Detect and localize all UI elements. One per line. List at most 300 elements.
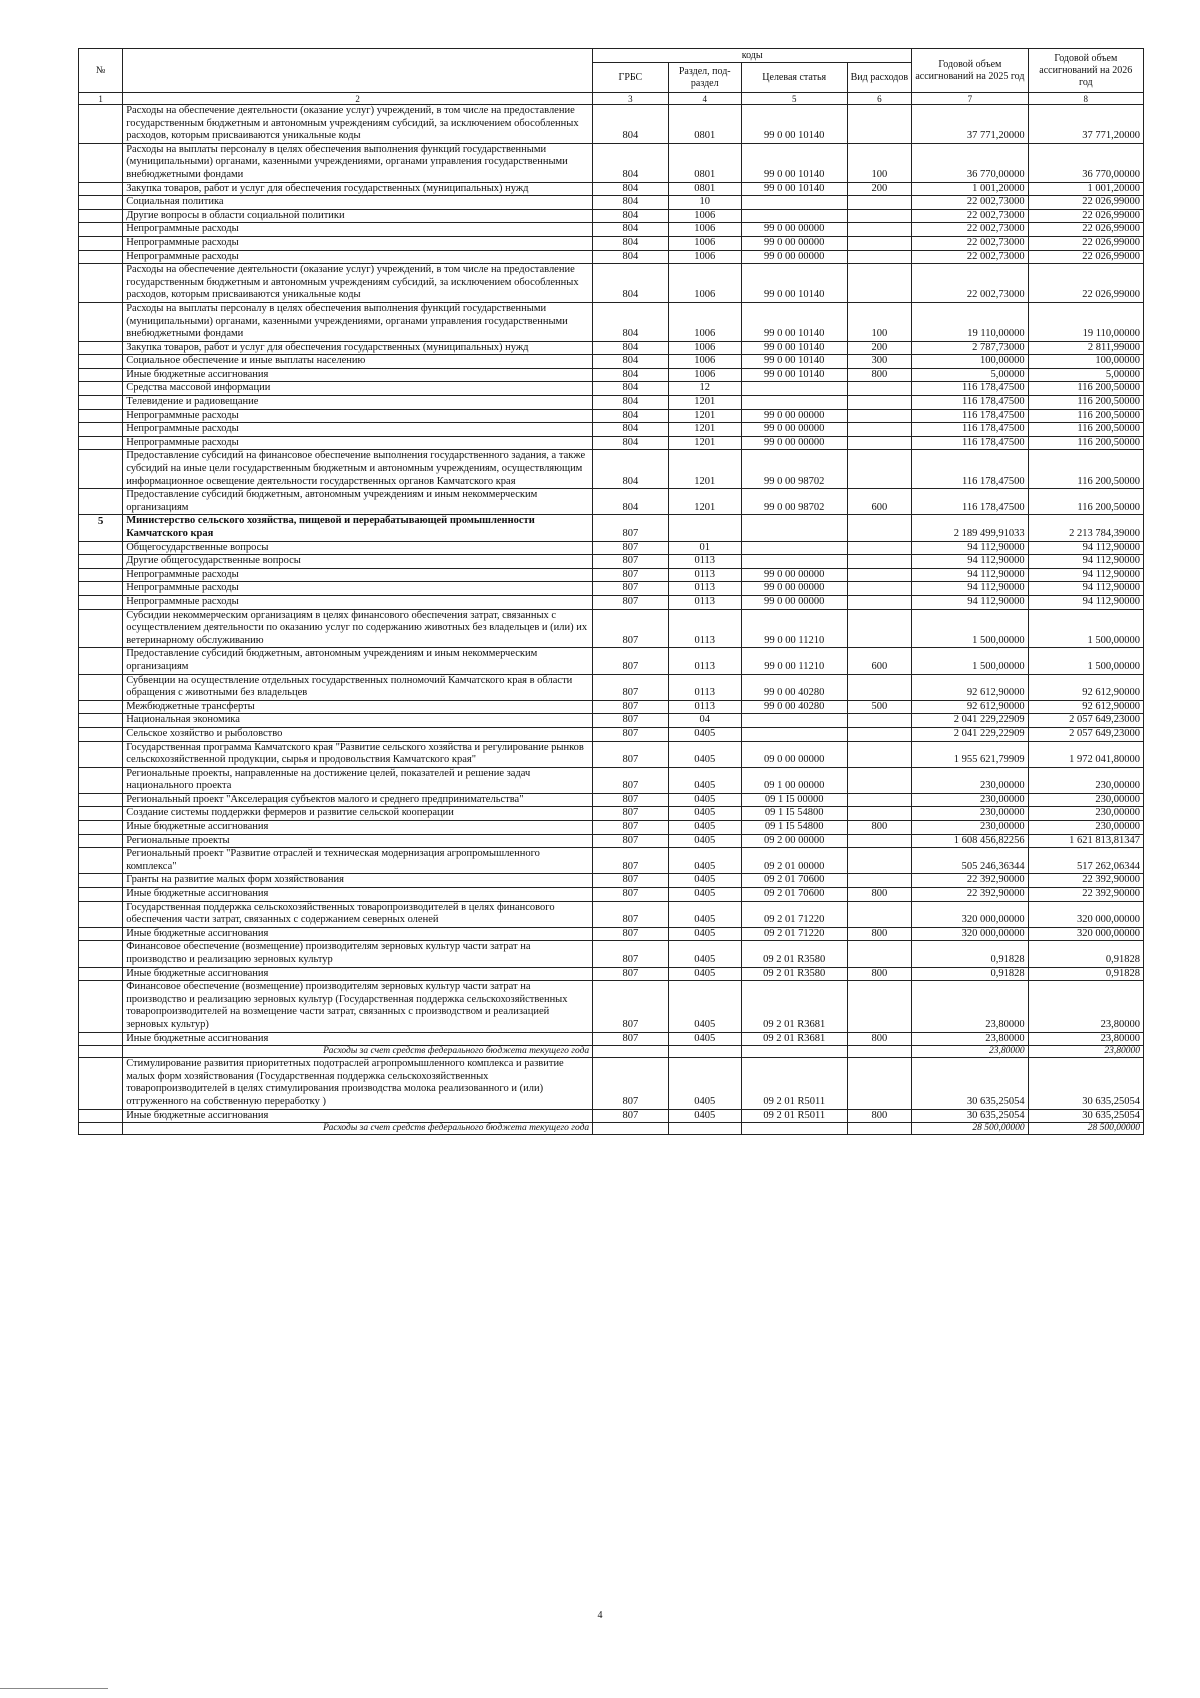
row-amount-2026: 94 112,90000	[1028, 568, 1143, 582]
row-amount-2026: 30 635,25054	[1028, 1058, 1143, 1109]
row-razdel: 1201	[668, 436, 741, 450]
row-razdel: 10	[668, 196, 741, 210]
row-vid: 600	[847, 648, 912, 674]
row-amount-2026: 94 112,90000	[1028, 582, 1143, 596]
row-name: Непрограммные расходы	[123, 250, 593, 264]
row-razdel: 1006	[668, 250, 741, 264]
row-number	[79, 409, 123, 423]
row-name: Расходы на выплаты персоналу в целях обеспечения выполнения функций государственными (муниципальными) органами, казенными учреждениями, органами управления государственными внебюджетными фондами	[123, 143, 593, 182]
row-vid: 200	[847, 182, 912, 196]
row-vid	[847, 382, 912, 396]
row-amount-2026: 23,80000	[1028, 1032, 1143, 1046]
row-name: Региональные проекты	[123, 834, 593, 848]
table-row	[79, 714, 1144, 728]
row-vid: 800	[847, 888, 912, 902]
row-name: Непрограммные расходы	[123, 595, 593, 609]
row-name: Сельское хозяйство и рыболовство	[123, 727, 593, 741]
row-vid	[847, 264, 912, 303]
row-grbs: 807	[593, 727, 668, 741]
row-razdel: 0405	[668, 981, 741, 1032]
row-name: Закупка товаров, работ и услуг для обеспечения государственных (муниципальных) нужд	[123, 341, 593, 355]
row-amount-2025: 230,00000	[912, 767, 1028, 793]
row-name: Государственная программа Камчатского края "Развитие сельского хозяйства и регулирование рынков сельскохозяйственной продукции, сырья и продовольствия Камчатского края"	[123, 741, 593, 767]
row-grbs: 804	[593, 382, 668, 396]
row-razdel: 0405	[668, 727, 741, 741]
row-amount-2026: 116 200,50000	[1028, 450, 1143, 489]
row-amount-2026: 230,00000	[1028, 807, 1143, 821]
row-grbs: 807	[593, 741, 668, 767]
row-amount-2026: 94 112,90000	[1028, 595, 1143, 609]
row-razdel: 0801	[668, 182, 741, 196]
colnum-1: 1	[79, 93, 123, 105]
row-vid	[847, 236, 912, 250]
row-amount-2025: 94 112,90000	[912, 568, 1028, 582]
row-amount-2025: 2 041 229,22909	[912, 727, 1028, 741]
row-name: Субсидии некоммерческим организациям в целях финансового обеспечения затрат, связанных с осуществлением деятельности по оказанию услуг по содержанию животных без владельцев и (или) их ветеринарному обслуживанию	[123, 609, 593, 648]
row-grbs: 807	[593, 1109, 668, 1123]
row-name: Предоставление субсидий бюджетным, автономным учреждениям и иным некоммерческим организациям	[123, 648, 593, 674]
row-razdel: 1006	[668, 223, 741, 237]
row-number	[79, 368, 123, 382]
row-number	[79, 1109, 123, 1123]
row-name: Непрограммные расходы	[123, 568, 593, 582]
table-row	[79, 196, 1144, 210]
header-2025: Годовой объем ассигнований на 2025 год	[912, 49, 1028, 93]
row-razdel: 0113	[668, 595, 741, 609]
row-number	[79, 382, 123, 396]
table-row	[79, 1109, 1144, 1123]
row-amount-2026: 23,80000	[1028, 1046, 1143, 1058]
row-razdel: 1006	[668, 368, 741, 382]
row-target: 09 0 00 00000	[741, 741, 847, 767]
row-target	[741, 727, 847, 741]
row-grbs: 804	[593, 196, 668, 210]
row-number	[79, 582, 123, 596]
note-row	[79, 1046, 1144, 1058]
row-amount-2025: 116 178,47500	[912, 409, 1028, 423]
header-target: Целевая статья	[741, 63, 847, 93]
row-name: Иные бюджетные ассигнования	[123, 821, 593, 835]
row-vid	[847, 874, 912, 888]
row-number	[79, 423, 123, 437]
row-target: 09 1 I5 54800	[741, 807, 847, 821]
colnum-3: 3	[593, 93, 668, 105]
table-row	[79, 250, 1144, 264]
row-amount-2026: 37 771,20000	[1028, 105, 1143, 144]
row-target: 99 0 00 10140	[741, 368, 847, 382]
row-amount-2026: 92 612,90000	[1028, 700, 1143, 714]
row-number	[79, 1058, 123, 1109]
row-amount-2025: 22 002,73000	[912, 264, 1028, 303]
row-target	[741, 1046, 847, 1058]
row-grbs	[593, 1123, 668, 1135]
row-amount-2026: 36 770,00000	[1028, 143, 1143, 182]
row-vid	[847, 609, 912, 648]
row-razdel: 0405	[668, 793, 741, 807]
budget-table-sheet	[78, 48, 1144, 1135]
table-row	[79, 223, 1144, 237]
row-vid: 100	[847, 302, 912, 341]
row-amount-2025: 23,80000	[912, 981, 1028, 1032]
table-row	[79, 423, 1144, 437]
row-number	[79, 714, 123, 728]
row-grbs: 804	[593, 250, 668, 264]
row-target: 09 1 I5 54800	[741, 821, 847, 835]
table-row	[79, 489, 1144, 515]
row-amount-2026: 1 972 041,80000	[1028, 741, 1143, 767]
row-vid	[847, 555, 912, 569]
row-amount-2026: 92 612,90000	[1028, 674, 1143, 700]
row-target	[741, 714, 847, 728]
row-name: Национальная экономика	[123, 714, 593, 728]
row-target: 99 0 00 00000	[741, 568, 847, 582]
row-number	[79, 821, 123, 835]
row-number	[79, 1046, 123, 1058]
row-number	[79, 727, 123, 741]
table-row	[79, 741, 1144, 767]
table-row	[79, 848, 1144, 874]
row-amount-2026: 22 026,99000	[1028, 209, 1143, 223]
row-target: 09 2 00 00000	[741, 834, 847, 848]
row-number	[79, 741, 123, 767]
row-amount-2025: 1 001,20000	[912, 182, 1028, 196]
row-grbs: 807	[593, 568, 668, 582]
table-row	[79, 302, 1144, 341]
table-row	[79, 105, 1144, 144]
row-name: Финансовое обеспечение (возмещение) производителям зерновых культур части затрат на производство и реализацию зерновых культур	[123, 941, 593, 967]
row-razdel: 0405	[668, 821, 741, 835]
row-target: 99 0 00 10140	[741, 355, 847, 369]
row-amount-2026: 1 621 813,81347	[1028, 834, 1143, 848]
table-row	[79, 927, 1144, 941]
row-amount-2025: 116 178,47500	[912, 396, 1028, 410]
row-vid	[847, 767, 912, 793]
row-razdel: 0113	[668, 555, 741, 569]
row-number	[79, 396, 123, 410]
row-amount-2026: 23,80000	[1028, 981, 1143, 1032]
row-target: 99 0 00 00000	[741, 582, 847, 596]
table-row	[79, 981, 1144, 1032]
row-number	[79, 901, 123, 927]
row-vid: 800	[847, 1109, 912, 1123]
row-grbs: 804	[593, 368, 668, 382]
row-target: 99 0 00 00000	[741, 423, 847, 437]
row-name: Другие общегосударственные вопросы	[123, 555, 593, 569]
table-row	[79, 888, 1144, 902]
row-name: Межбюджетные трансферты	[123, 700, 593, 714]
row-vid: 800	[847, 821, 912, 835]
row-number	[79, 105, 123, 144]
row-amount-2025: 28 500,00000	[912, 1123, 1028, 1135]
row-razdel: 1006	[668, 209, 741, 223]
table-row	[79, 341, 1144, 355]
row-razdel: 0405	[668, 1032, 741, 1046]
row-amount-2026: 116 200,50000	[1028, 382, 1143, 396]
table-row	[79, 143, 1144, 182]
row-razdel: 1201	[668, 409, 741, 423]
table-row	[79, 648, 1144, 674]
row-number	[79, 834, 123, 848]
table-row	[79, 901, 1144, 927]
row-name: Непрограммные расходы	[123, 582, 593, 596]
row-target	[741, 515, 847, 541]
row-grbs: 807	[593, 793, 668, 807]
row-amount-2025: 94 112,90000	[912, 595, 1028, 609]
row-name: Расходы на обеспечение деятельности (оказание услуг) учреждений, в том числе на предоставление государственным бюджетным и автономным учреждениям субсидий, за исключением обособленных расходов, которым присваиваются уникальные коды	[123, 105, 593, 144]
row-number	[79, 888, 123, 902]
row-amount-2025: 2 787,73000	[912, 341, 1028, 355]
row-target: 99 0 00 10140	[741, 143, 847, 182]
row-name: Непрограммные расходы	[123, 409, 593, 423]
table-row	[79, 396, 1144, 410]
row-grbs: 804	[593, 209, 668, 223]
row-vid	[847, 582, 912, 596]
row-razdel	[668, 1123, 741, 1135]
row-target: 99 0 00 00000	[741, 409, 847, 423]
row-amount-2026: 2 213 784,39000	[1028, 515, 1143, 541]
row-target: 99 0 00 10140	[741, 105, 847, 144]
row-razdel: 1006	[668, 341, 741, 355]
row-name: Министерство сельского хозяйства, пищевой и перерабатывающей промышленности Камчатского края	[123, 515, 593, 541]
row-target: 99 0 00 00000	[741, 223, 847, 237]
row-razdel: 1201	[668, 450, 741, 489]
header-num: №	[79, 49, 123, 93]
row-number	[79, 648, 123, 674]
row-grbs: 804	[593, 223, 668, 237]
row-target: 09 1 00 00000	[741, 767, 847, 793]
row-amount-2025: 19 110,00000	[912, 302, 1028, 341]
row-grbs: 807	[593, 981, 668, 1032]
row-grbs: 807	[593, 901, 668, 927]
row-vid	[847, 941, 912, 967]
row-amount-2025: 22 392,90000	[912, 874, 1028, 888]
row-number	[79, 196, 123, 210]
row-amount-2025: 230,00000	[912, 793, 1028, 807]
row-amount-2026: 0,91828	[1028, 967, 1143, 981]
row-vid	[847, 595, 912, 609]
row-number	[79, 1123, 123, 1135]
row-amount-2026: 30 635,25054	[1028, 1109, 1143, 1123]
row-amount-2026: 116 200,50000	[1028, 489, 1143, 515]
row-amount-2026: 320 000,00000	[1028, 927, 1143, 941]
row-grbs: 807	[593, 941, 668, 967]
row-name: Гранты на развитие малых форм хозяйствования	[123, 874, 593, 888]
row-amount-2026: 2 057 649,23000	[1028, 714, 1143, 728]
row-grbs: 807	[593, 848, 668, 874]
row-target	[741, 382, 847, 396]
row-target: 99 0 00 10140	[741, 182, 847, 196]
row-amount-2025: 30 635,25054	[912, 1109, 1028, 1123]
row-name: Социальное обеспечение и иные выплаты населению	[123, 355, 593, 369]
row-amount-2025: 1 955 621,79909	[912, 741, 1028, 767]
row-amount-2026: 19 110,00000	[1028, 302, 1143, 341]
row-amount-2025: 230,00000	[912, 821, 1028, 835]
row-amount-2025: 22 002,73000	[912, 236, 1028, 250]
row-vid	[847, 450, 912, 489]
row-amount-2025: 100,00000	[912, 355, 1028, 369]
row-vid	[847, 196, 912, 210]
row-grbs: 804	[593, 302, 668, 341]
row-grbs: 804	[593, 143, 668, 182]
table-body	[79, 105, 1144, 1135]
colnum-2: 2	[123, 93, 593, 105]
row-grbs: 804	[593, 409, 668, 423]
row-grbs: 804	[593, 436, 668, 450]
table-row	[79, 834, 1144, 848]
row-grbs: 807	[593, 609, 668, 648]
row-grbs: 807	[593, 1058, 668, 1109]
row-target	[741, 555, 847, 569]
row-razdel: 1201	[668, 396, 741, 410]
row-number	[79, 927, 123, 941]
row-amount-2025: 2 041 229,22909	[912, 714, 1028, 728]
row-name: Иные бюджетные ассигнования	[123, 888, 593, 902]
row-grbs: 807	[593, 582, 668, 596]
table-row	[79, 555, 1144, 569]
row-grbs: 807	[593, 807, 668, 821]
row-number	[79, 250, 123, 264]
colnum-6: 6	[847, 93, 912, 105]
row-amount-2026: 22 026,99000	[1028, 223, 1143, 237]
row-amount-2025: 22 002,73000	[912, 196, 1028, 210]
row-number	[79, 355, 123, 369]
row-amount-2025: 94 112,90000	[912, 582, 1028, 596]
row-amount-2026: 22 026,99000	[1028, 236, 1143, 250]
row-number	[79, 541, 123, 555]
row-amount-2025: 94 112,90000	[912, 541, 1028, 555]
row-target: 99 0 00 11210	[741, 648, 847, 674]
row-vid: 500	[847, 700, 912, 714]
row-number	[79, 793, 123, 807]
row-number	[79, 568, 123, 582]
row-number	[79, 595, 123, 609]
row-vid	[847, 409, 912, 423]
row-number	[79, 302, 123, 341]
table-row	[79, 515, 1144, 541]
table-row	[79, 582, 1144, 596]
row-amount-2025: 1 500,00000	[912, 648, 1028, 674]
row-name: Непрограммные расходы	[123, 423, 593, 437]
row-target: 99 0 00 98702	[741, 450, 847, 489]
row-grbs: 804	[593, 182, 668, 196]
row-grbs: 807	[593, 714, 668, 728]
row-number	[79, 848, 123, 874]
row-vid	[847, 105, 912, 144]
row-vid	[847, 714, 912, 728]
table-row	[79, 874, 1144, 888]
row-amount-2026: 1 001,20000	[1028, 182, 1143, 196]
row-razdel: 0405	[668, 901, 741, 927]
row-target: 99 0 00 98702	[741, 489, 847, 515]
row-razdel: 04	[668, 714, 741, 728]
table-row	[79, 821, 1144, 835]
row-amount-2026: 2 057 649,23000	[1028, 727, 1143, 741]
row-amount-2025: 37 771,20000	[912, 105, 1028, 144]
colnum-7: 7	[912, 93, 1028, 105]
row-name: Иные бюджетные ассигнования	[123, 927, 593, 941]
row-target: 99 0 00 40280	[741, 700, 847, 714]
row-amount-2026: 230,00000	[1028, 767, 1143, 793]
row-grbs: 804	[593, 355, 668, 369]
row-grbs: 804	[593, 341, 668, 355]
row-razdel	[668, 515, 741, 541]
row-target: 09 2 01 71220	[741, 901, 847, 927]
table-row	[79, 1032, 1144, 1046]
row-grbs: 804	[593, 450, 668, 489]
row-amount-2026: 0,91828	[1028, 941, 1143, 967]
row-razdel: 12	[668, 382, 741, 396]
row-amount-2025: 22 002,73000	[912, 223, 1028, 237]
row-razdel: 0113	[668, 700, 741, 714]
row-amount-2026: 230,00000	[1028, 793, 1143, 807]
row-name: Предоставление субсидий на финансовое обеспечение выполнения государственного задания, а также субсидий на иные цели государственным бюджетным и автономным учреждениям, осуществляющим информационное освещение деятельности государственных органов Камчатского края	[123, 450, 593, 489]
row-number	[79, 767, 123, 793]
table-row	[79, 209, 1144, 223]
row-grbs: 807	[593, 1032, 668, 1046]
row-amount-2025: 1 608 456,82256	[912, 834, 1028, 848]
row-amount-2026: 22 026,99000	[1028, 264, 1143, 303]
table-row	[79, 767, 1144, 793]
row-amount-2025: 22 002,73000	[912, 209, 1028, 223]
row-name: Предоставление субсидий бюджетным, автономным учреждениям и иным некоммерческим организациям	[123, 489, 593, 515]
row-target	[741, 541, 847, 555]
colnum-4: 4	[668, 93, 741, 105]
table-row	[79, 182, 1144, 196]
row-name: Региональный проект "Акселерация субъектов малого и среднего предпринимательства"	[123, 793, 593, 807]
row-amount-2026: 94 112,90000	[1028, 541, 1143, 555]
row-amount-2025: 116 178,47500	[912, 436, 1028, 450]
row-grbs: 807	[593, 595, 668, 609]
row-number	[79, 450, 123, 489]
row-grbs: 804	[593, 236, 668, 250]
row-number	[79, 236, 123, 250]
row-grbs: 807	[593, 515, 668, 541]
table-row	[79, 941, 1144, 967]
row-razdel: 0405	[668, 874, 741, 888]
header-grbs: ГРБС	[593, 63, 668, 93]
row-name: Закупка товаров, работ и услуг для обеспечения государственных (муниципальных) нужд	[123, 182, 593, 196]
row-razdel: 0405	[668, 941, 741, 967]
row-grbs: 804	[593, 396, 668, 410]
row-vid: 800	[847, 967, 912, 981]
row-grbs	[593, 1046, 668, 1058]
row-razdel: 1006	[668, 236, 741, 250]
row-amount-2025: 92 612,90000	[912, 700, 1028, 714]
row-target: 99 0 00 10140	[741, 302, 847, 341]
row-amount-2025: 94 112,90000	[912, 555, 1028, 569]
row-target: 09 2 01 71220	[741, 927, 847, 941]
row-target	[741, 209, 847, 223]
row-grbs: 807	[593, 700, 668, 714]
row-vid	[847, 396, 912, 410]
header-2026: Годовой объем ассигнований на 2026 год	[1028, 49, 1143, 93]
row-razdel: 0801	[668, 143, 741, 182]
row-target	[741, 396, 847, 410]
table-row	[79, 807, 1144, 821]
row-name: Непрограммные расходы	[123, 436, 593, 450]
row-grbs: 807	[593, 555, 668, 569]
row-razdel: 01	[668, 541, 741, 555]
row-target: 09 2 01 R3580	[741, 967, 847, 981]
row-vid: 200	[847, 341, 912, 355]
row-razdel: 1201	[668, 423, 741, 437]
row-target: 99 0 00 40280	[741, 674, 847, 700]
row-number: 5	[79, 515, 123, 541]
row-amount-2025: 1 500,00000	[912, 609, 1028, 648]
row-vid: 800	[847, 368, 912, 382]
row-razdel: 1006	[668, 355, 741, 369]
row-number	[79, 264, 123, 303]
